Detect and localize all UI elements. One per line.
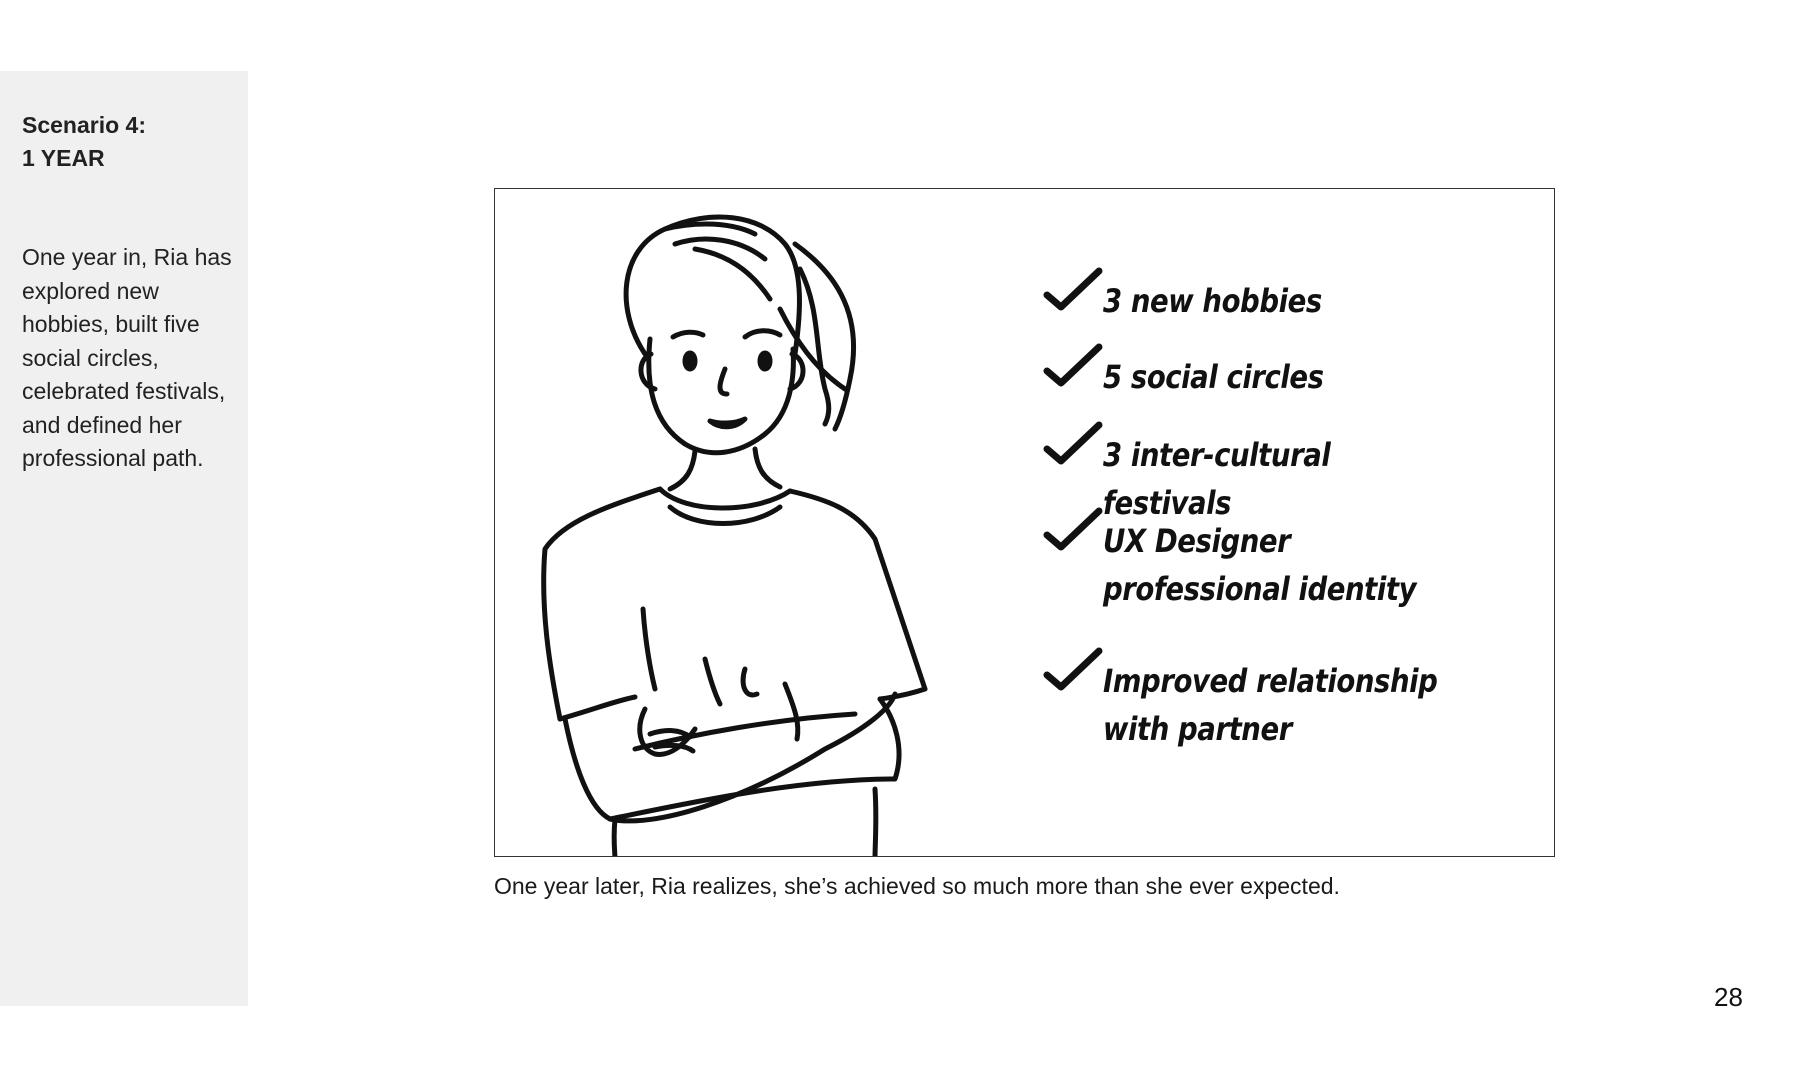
checklist-item-text: 5 social circles	[1103, 358, 1324, 396]
checkmark-icon	[1043, 343, 1103, 393]
figure-caption: One year later, Ria realizes, she’s achieved so much more than she ever expected.	[494, 873, 1340, 899]
checkmark-icon	[1043, 421, 1103, 471]
checkmark-icon	[1043, 647, 1103, 697]
checklist-item-text: Improved relationship with partner	[1103, 662, 1438, 748]
page-number: 28	[1714, 982, 1743, 1012]
scenario-title-line1: Scenario 4:	[22, 112, 146, 138]
checklist-item-text: 3 inter-cultural festivals	[1103, 436, 1331, 522]
checklist-item	[1043, 277, 1543, 325]
checkmark-icon	[1043, 507, 1103, 557]
checklist-item	[1043, 657, 1543, 753]
scenario-title-line2: 1 YEAR	[22, 145, 105, 171]
checkmark-icon	[1043, 267, 1103, 317]
scenario-description: One year in, Ria has explored new hobbies, built five social circles, celebrated festivals, and defined her professional path.	[22, 244, 232, 471]
checklist-item-text: UX Designer professional identity	[1103, 522, 1417, 608]
illustration-frame	[494, 188, 1555, 857]
checklist-item	[1043, 353, 1543, 401]
sidebar-panel	[0, 71, 248, 1006]
checklist-item-text: 3 new hobbies	[1103, 282, 1322, 320]
woman-illustration	[495, 189, 955, 857]
checklist-item	[1043, 431, 1543, 527]
checklist-item	[1043, 517, 1543, 613]
scenario-title	[22, 109, 232, 175]
